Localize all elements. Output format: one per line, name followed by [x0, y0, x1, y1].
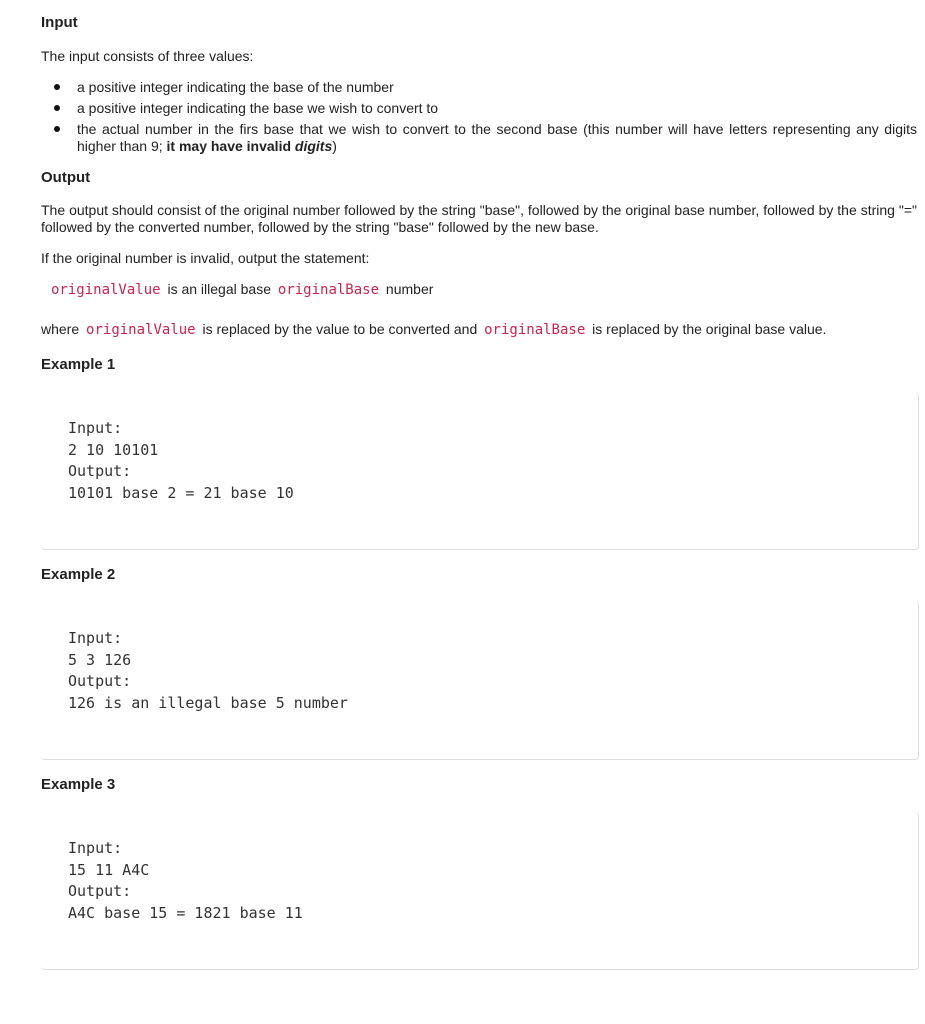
- example-2-code-block: [41, 602, 919, 760]
- bullet-end-text: ): [332, 138, 337, 154]
- output-heading: Output: [41, 169, 91, 186]
- bullet-text: a positive integer indicating the base of the number: [77, 79, 394, 95]
- where-text: where: [41, 321, 84, 337]
- bullet-dot-icon: [54, 105, 60, 111]
- code-line: 15 11 A4C: [68, 860, 150, 879]
- input-heading: Input: [41, 14, 78, 31]
- statement-text: is an illegal base: [163, 281, 275, 297]
- code-line: Input:: [68, 839, 123, 857]
- example-3-code-block: [41, 812, 919, 970]
- code-text: [68, 418, 294, 504]
- inline-code: originalBase: [277, 282, 380, 298]
- inline-code: originalValue: [86, 322, 196, 338]
- invalid-statement: [48, 281, 917, 299]
- input-bullet-list: [41, 79, 917, 155]
- bullet-bold-italic-text: digits: [294, 138, 333, 154]
- inline-code: originalValue: [51, 282, 161, 298]
- code-text: [68, 838, 303, 924]
- code-line: Output:: [68, 672, 132, 690]
- example-1-heading: Example 1: [41, 356, 116, 373]
- example-2-heading: Example 2: [41, 566, 116, 583]
- invalid-lead-text: If the original number is invalid, output the statement:: [41, 250, 370, 266]
- example-1-code-block: [41, 392, 919, 550]
- where-text: is replaced by the value to be converted and: [198, 321, 482, 337]
- code-line: Output:: [68, 882, 132, 900]
- code-line: 5 3 126: [68, 650, 132, 669]
- where-paragraph: [41, 321, 917, 339]
- code-line: Input:: [68, 629, 123, 647]
- code-line: A4C base 15 = 1821 base 11: [68, 903, 303, 922]
- code-line: 10101 base 2 = 21 base 10: [68, 483, 294, 502]
- code-line: 2 10 10101: [68, 440, 159, 459]
- list-item: [41, 100, 917, 117]
- example-3-heading: Example 3: [41, 776, 116, 793]
- output-description: The output should consist of the original number followed by the string "base", followed by the original base number, followed by the string "=" followed by the converted number, followed by the string "base" followed by the new base.: [41, 202, 917, 235]
- input-intro: The input consists of three values:: [41, 48, 254, 64]
- code-text: [68, 628, 348, 714]
- where-text: is replaced by the original base value.: [588, 321, 827, 337]
- code-line: 126 is an illegal base 5 number: [68, 693, 348, 712]
- bullet-bold-text: it may have invalid: [166, 138, 295, 154]
- statement-text: number: [382, 281, 434, 297]
- code-line: Input:: [68, 419, 123, 437]
- code-line: Output:: [68, 462, 132, 480]
- bullet-dot-icon: [54, 84, 60, 90]
- list-item: [41, 121, 917, 155]
- list-item: [41, 79, 917, 96]
- bullet-text: the actual number in the firs base that we wish to convert to the second base (this number will have letters representing any digits higher than 9;: [77, 121, 917, 154]
- bullet-text: a positive integer indicating the base we wish to convert to: [77, 100, 439, 116]
- bullet-dot-icon: [54, 126, 60, 132]
- inline-code: originalBase: [484, 322, 586, 338]
